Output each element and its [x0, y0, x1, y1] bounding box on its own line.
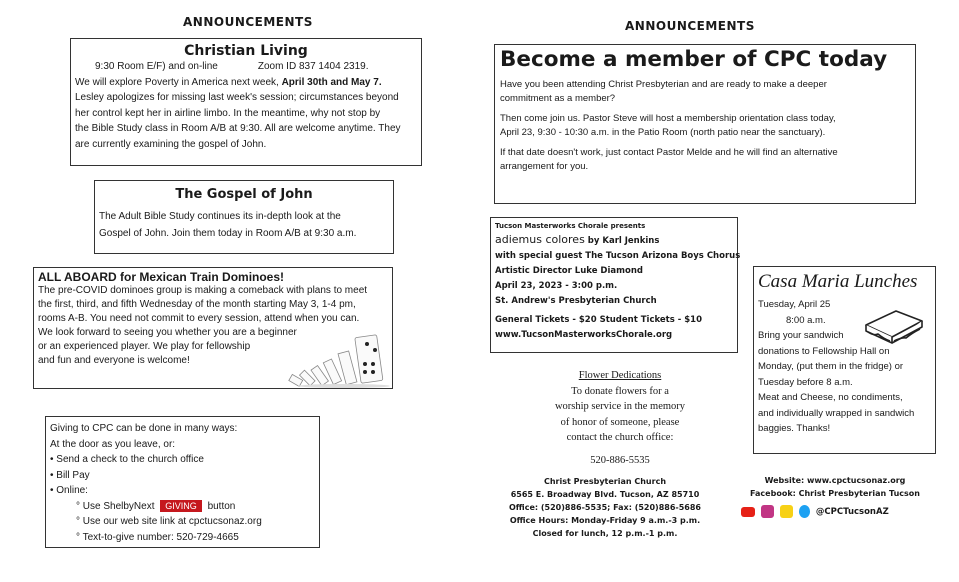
chorale-date: April 23, 2023 - 3:00 p.m.	[495, 281, 618, 291]
chorale-presents: Tucson Masterworks Chorale presents	[495, 222, 646, 230]
member-p2a: Then come join us. Pastor Steve will host a membership orientation class today,	[500, 113, 836, 124]
giving-online: • Online:	[50, 485, 88, 496]
cl-line3: her control kept her in airline limbo. In the meantime, why not stop by	[75, 107, 381, 119]
member-p2b: April 23, 9:30 - 10:30 a.m. in the Patio Room (north patio near the sanctuary).	[500, 127, 826, 138]
left-heading: ANNOUNCEMENTS	[183, 15, 313, 29]
church-lunch: Closed for lunch, 12 p.m.-1 p.m.	[532, 529, 678, 538]
giving-website: ° Use our web site link at cpctucsonaz.org	[76, 516, 262, 527]
chorale-director: Artistic Director Luke Diamond	[495, 266, 643, 276]
chorale-website[interactable]: www.TucsonMasterworksChorale.org	[495, 330, 673, 340]
church-phone: Office: (520)886-5535; Fax: (520)886-5686	[509, 503, 701, 512]
dominoes-box	[33, 267, 393, 389]
cl-line5: are currently examining the gospel of John.	[75, 138, 267, 150]
casa-line4: donations to Fellowship Hall on	[758, 345, 890, 357]
facebook-line[interactable]: Facebook: Christ Presbyterian Tucson	[750, 489, 920, 498]
casa-line3: Bring your sandwich	[758, 330, 844, 341]
web-info	[735, 474, 935, 500]
cl-zoom: Zoom ID 837 1404 2319.	[257, 61, 369, 72]
giving-shelby: ° Use ShelbyNext	[76, 500, 155, 512]
sandwich-icon	[862, 305, 926, 349]
youtube-icon[interactable]	[741, 507, 755, 517]
giving-line2: At the door as you leave, or:	[50, 438, 176, 450]
chorale-work: adiemus colores	[495, 233, 585, 246]
casa-line5: Monday, (put them in the fridge) or	[758, 361, 904, 372]
giving-check: • Send a check to the church office	[50, 454, 204, 465]
twitter-icon[interactable]	[799, 505, 810, 518]
member-p1b: commitment as a member?	[500, 93, 616, 104]
flowers-phone: 520-886-5535	[590, 454, 650, 466]
cl-room: 9:30 Room E/F) and on-line	[95, 61, 218, 72]
member-title: Become a member of CPC today	[500, 47, 888, 72]
church-address: 6565 E. Broadway Blvd. Tucson, AZ 85710	[510, 490, 700, 499]
christian-living-title: Christian Living	[184, 43, 308, 59]
gj-line2: Gospel of John. Join them today in Room A/B at 9:30 a.m.	[99, 228, 357, 239]
giving-button-label: button	[207, 500, 236, 512]
right-heading: ANNOUNCEMENTS	[625, 19, 755, 33]
social-handle: @CPCTucsonAZ	[815, 507, 889, 517]
church-hours: Office Hours: Monday-Friday 9 a.m.-3 p.m.	[509, 516, 701, 525]
cl-line4: the Bible Study class in Room A/B at 9:30. All are welcome anytime. They	[75, 123, 401, 134]
christian-living-box	[70, 38, 422, 166]
casa-line6: Tuesday before 8 a.m.	[758, 376, 853, 388]
snapchat-icon[interactable]	[780, 505, 793, 518]
dom-line4: We look forward to seeing you whether you are a beginner	[38, 327, 297, 338]
cl-dates: April 30th and May 7.	[281, 76, 382, 88]
chorale-venue: St. Andrew's Presbyterian Church	[495, 296, 657, 306]
cl-line1a: We will explore Poverty in America next week,	[75, 76, 279, 88]
chorale-tickets: General Tickets - $20 Student Tickets - $10	[495, 315, 702, 325]
dom-line6: and fun and everyone is welcome!	[38, 355, 190, 366]
flowers-line1: To donate flowers for a	[571, 385, 669, 397]
giving-line1: Giving to CPC can be done in many ways:	[50, 423, 238, 434]
member-p3b: arrangement for you.	[500, 161, 589, 172]
flowers-line3: of honor of someone, please	[560, 416, 680, 428]
dom-line2: the first, third, and fifth Wednesday of the month starting May 3, 1-4 pm,	[38, 299, 356, 310]
gospel-john-box	[94, 180, 394, 254]
giving-text: ° Text-to-give number: 520-729-4665	[76, 531, 239, 543]
instagram-icon[interactable]	[761, 505, 774, 518]
casa-date: Tuesday, April 25	[758, 299, 831, 310]
cl-line2: Lesley apologizes for missing last week's session; circumstances beyond	[75, 92, 399, 103]
dom-line3: rooms A-B. You need not commit to every session, attend when you can.	[38, 313, 360, 324]
dominoes-image	[284, 330, 392, 388]
dominoes-title: ALL ABOARD for Mexican Train Dominoes!	[38, 270, 285, 284]
church-name: Christ Presbyterian Church	[543, 477, 667, 486]
dom-line1: The pre-COVID dominoes group is making a comeback with plans to meet	[38, 285, 368, 296]
casa-maria-title: Casa Maria Lunches	[758, 271, 918, 292]
member-p1a: Have you been attending Christ Presbyterian and are ready to make a deeper	[500, 79, 827, 90]
chorale-guest: with special guest The Tucson Arizona Boys Chorus	[495, 251, 741, 261]
gj-line1: The Adult Bible Study continues its in-depth look at the	[99, 211, 341, 222]
member-box	[494, 44, 916, 204]
website-line[interactable]: Website: www.cpctucsonaz.org	[764, 476, 906, 485]
giving-billpay: • Bill Pay	[50, 469, 90, 481]
casa-line8: and individually wrapped in sandwich	[758, 407, 915, 419]
casa-line9: baggies. Thanks!	[758, 423, 831, 434]
chorale-box	[490, 217, 741, 353]
chorale-composer: by Karl Jenkins	[587, 236, 660, 246]
giving-button[interactable]: GIVING	[160, 500, 202, 512]
social-row	[741, 505, 889, 518]
dom-line5: or an experienced player. We play for fellowship	[38, 341, 251, 352]
flowers-title: Flower Dedications	[578, 370, 662, 381]
casa-maria-box	[753, 266, 936, 454]
giving-box	[45, 416, 320, 548]
casa-time: 8:00 a.m.	[786, 314, 826, 326]
flowers-line4: contact the church office:	[566, 432, 674, 443]
flower-dedications	[520, 368, 720, 468]
church-info	[490, 475, 720, 540]
member-p3a: If that date doesn't work, just contact Pastor Melde and he will find an alternative	[500, 147, 838, 158]
flowers-line2: worship service in the memory	[554, 401, 686, 412]
casa-line7: Meat and Cheese, no condiments,	[758, 392, 903, 403]
gospel-john-title: The Gospel of John	[175, 187, 313, 202]
